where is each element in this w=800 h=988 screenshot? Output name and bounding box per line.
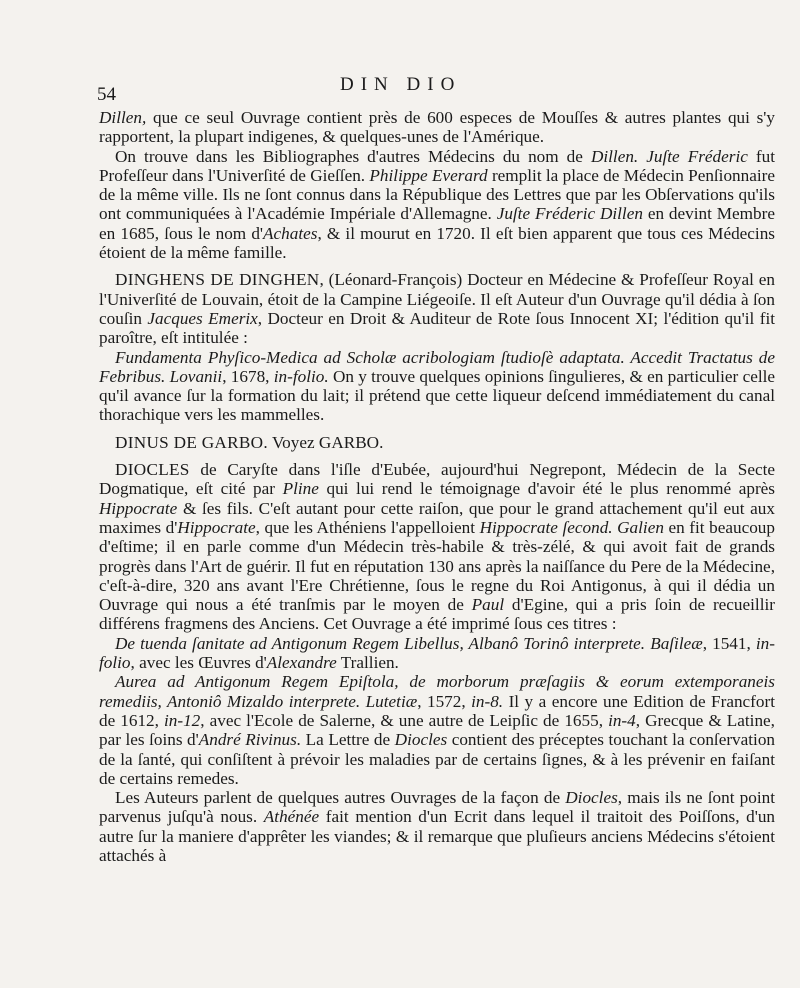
entry-headword: DINGHENS DE DINGHEN	[115, 270, 320, 290]
page-body	[99, 108, 775, 865]
citation-aurea: Aurea ad Antigonum Regem Epiſtola, de morborum præſagiis & eorum extemporaneis remediis, Antoniô Mizaldo interprete. Lutetiæ, 1572, in-8. Il y a encore une Edition de Francfort de 1612, in-12, avec l'Ecole de Salerne, & une autre de Leipſic de 1655, in-4, Grecque & Latine, par les ſoins d'André Rivinus. La Lettre de Diocles contient des préceptes touchant la conſervation de la ſanté, qui conſiſtent à prévoir les maladies par de certains ſignes, & à les prévenir en faiſant de certains remedes.	[99, 672, 776, 788]
running-head: DIN DIO	[340, 74, 462, 95]
entry-dinghens: DINGHENS DE DINGHEN, (Léonard-François) Docteur en Médecine & Profeſſeur Royal en l'Univerſité de Louvain, étoit de la Campine Liégeoiſe. Il eſt Auteur d'un Ouvrage qu'il dédia à ſon couſin Jacques Emerix, Docteur en Droit & Auditeur de Rote ſous Innocent XI; l'édition qu'il fit paroître, eſt intitulée :	[99, 270, 775, 348]
page-number: 54	[97, 84, 116, 105]
paragraph-other-dillens: On trouve dans les Bibliographes d'autres Médecins du nom de Dillen. Juſte Fréderic fut Profeſſeur dans l'Univerſité de Gieſſen. Philippe Everard remplit la place de Médecin Penſionnaire de la même ville. Ils ne ſont connus dans la République des Lettres que par les Obſervations qu'ils ont communiquées à l'Académie Impériale d'Allemagne. Juſte Fréderic Dillen en devint Membre en 1685, ſous le nom d'Achates, & il mourut en 1720. Il eſt bien apparent que tous ces Médecins étoient de la même famille.	[99, 146, 775, 263]
entry-diocles: DIOCLES de Caryſte dans l'iſle d'Eubée, aujourd'hui Negrepont, Médecin de la Secte Dogmatique, eſt cité par Pline qui lui rend le témoignage d'avoir été le plus renommé après Hippocrate & ſes fils. C'eſt autant pour cette raiſon, que pour le grand attachement qu'il eut aux maximes d'Hippocrate, que les Athéniens l'appelloient Hippocrate ſecond. Galien en fit beaucoup d'eſtime; il en parle comme d'un Médecin très-habile & très-zélé, & qui avoit fait de grands progrès dans l'Art de guérir. Il fut en réputation 130 ans après la naiſſance du Pere de la Médecine, c'eſt-à-dire, 320 ans avant l'Ere Chrétienne, ſous le regne du Roi Antigonus, à qui il dédia un Ouvrage qui nous a été tranſmis par le moyen de Paul d'Egine, qui a pris ſoin de recueillir différens fragmens des Anciens. Cet Ouvrage a été imprimé ſous ces titres :	[99, 460, 775, 634]
paragraph-dillen-continued: Dillen, que ce seul Ouvrage contient près de 600 especes de Mouſſes & autres plantes qui s'y rapportent, la plupart indigenes, & quelques-unes de l'Amérique.	[99, 108, 775, 147]
entry-headword: DINUS DE GARBO.	[115, 432, 268, 452]
citation-de-tuenda: De tuenda ſanitate ad Antigonum Regem Libellus, Albanô Torinô interprete. Baſileæ, 1541, in-folio, avec les Œuvres d'Alexandre Trallien.	[99, 633, 775, 673]
entry-headword: DIOCLES	[115, 460, 190, 480]
paragraph-other-works: Les Auteurs parlent de quelques autres Ouvrages de la façon de Diocles, mais ils ne ſont point parvenus juſqu'à nous. Athénée fait mention d'un Ecrit dans lequel il traitoit des Poiſſons, d'un autre ſur la maniere d'apprêter les viandes; & il remarque que pluſieurs anciens Médecins s'étoient attachés à	[99, 788, 776, 865]
entry-dinus: DINUS DE GARBO. Voyez GARBO.	[115, 432, 384, 452]
citation-dinghens: Fundamenta Phyſico-Medica ad Scholæ acribologiam ſtudioſè adaptata. Accedit Tractatus de Febribus. Lovanii, 1678, in-folio. On y trouve quelques opinions ſingulieres, & en particulier celle qu'il avance ſur la formation du lait; il prétend que cette liqueur deſcend immédiatement du canal thorachique vers les mammelles.	[99, 347, 775, 425]
